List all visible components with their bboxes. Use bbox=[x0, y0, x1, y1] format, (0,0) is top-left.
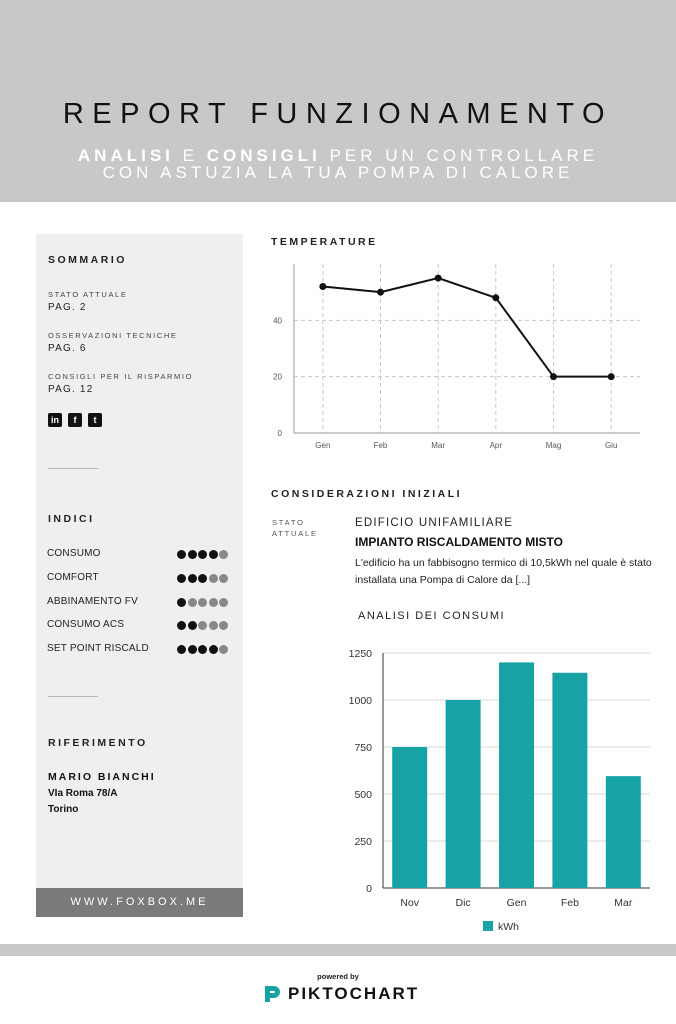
data-point bbox=[492, 294, 499, 301]
rating-dot-filled bbox=[177, 574, 186, 583]
bar bbox=[606, 776, 641, 888]
x-tick-label: Giu bbox=[604, 441, 618, 450]
rating-dot-filled bbox=[209, 550, 218, 559]
considerations-title: CONSIDERAZIONI INIZIALI bbox=[271, 488, 463, 500]
summary-title: SOMMARIO bbox=[48, 254, 127, 266]
bar bbox=[499, 662, 534, 888]
rating-dot-empty bbox=[188, 598, 197, 607]
index-label: CONSUMO ACS bbox=[47, 619, 125, 630]
rating-dot-filled bbox=[188, 621, 197, 630]
y-tick-label: 750 bbox=[354, 742, 372, 754]
x-tick-label: Gen bbox=[506, 897, 527, 909]
data-point bbox=[319, 283, 326, 290]
subtitle-line-1 bbox=[0, 147, 676, 164]
index-label: COMFORT bbox=[47, 572, 99, 583]
summary-value-osservazioni[interactable]: PAG. 6 bbox=[48, 343, 87, 354]
x-tick-label: Feb bbox=[373, 441, 388, 450]
page-subtitle bbox=[0, 147, 676, 181]
x-tick-label: Dic bbox=[455, 897, 471, 909]
considerations-heading: EDIFICIO UNIFAMILIARE bbox=[355, 517, 514, 529]
considerations-label-line-2: ATTUALE bbox=[272, 529, 318, 538]
rating-dots bbox=[177, 550, 228, 559]
rating-dot-empty bbox=[209, 598, 218, 607]
x-tick-label: Feb bbox=[560, 897, 579, 909]
social-links bbox=[48, 413, 102, 427]
header-banner bbox=[0, 0, 676, 202]
temperature-line bbox=[323, 278, 611, 377]
y-tick-label: 500 bbox=[354, 789, 372, 801]
rating-dots bbox=[177, 621, 228, 630]
reference-title: RIFERIMENTO bbox=[48, 737, 148, 749]
rating-dot-empty bbox=[219, 598, 228, 607]
rating-dot-empty bbox=[209, 574, 218, 583]
facebook-icon[interactable]: f bbox=[68, 413, 82, 427]
linkedin-icon[interactable]: in bbox=[48, 413, 62, 427]
rating-dot-filled bbox=[177, 550, 186, 559]
bar bbox=[392, 747, 427, 888]
summary-value-consigli[interactable]: PAG. 12 bbox=[48, 384, 94, 395]
index-row-consumo bbox=[47, 548, 232, 562]
rating-dot-filled bbox=[198, 550, 207, 559]
rating-dot-empty bbox=[219, 645, 228, 654]
rating-dot-filled bbox=[188, 550, 197, 559]
sidebar-divider-1 bbox=[48, 468, 98, 469]
rating-dot-filled bbox=[198, 645, 207, 654]
sidebar-divider-2 bbox=[48, 696, 98, 697]
website-link[interactable]: WWW.FOXBOX.ME bbox=[36, 888, 243, 917]
legend-label: kWh bbox=[498, 921, 519, 933]
summary-label-osservazioni: OSSERVAZIONI TECNICHE bbox=[48, 331, 178, 340]
bar bbox=[552, 673, 587, 888]
y-tick-label: 1000 bbox=[348, 695, 372, 707]
y-tick-label: 1250 bbox=[348, 648, 372, 660]
temperature-chart-title: TEMPERATURE bbox=[271, 236, 378, 248]
x-tick-label: Mar bbox=[614, 897, 633, 909]
index-row-acs bbox=[47, 619, 232, 633]
y-tick-label: 20 bbox=[273, 372, 282, 382]
y-tick-label: 0 bbox=[366, 883, 372, 895]
rating-dots bbox=[177, 574, 228, 583]
powered-by-label: powered by bbox=[317, 972, 359, 981]
piktochart-name: PIKTOCHART bbox=[288, 984, 420, 1003]
page-title: REPORT FUNZIONAMENTO bbox=[62, 98, 614, 130]
considerations-label-line-1: STATO bbox=[272, 518, 305, 527]
data-point bbox=[550, 373, 557, 380]
rating-dots bbox=[177, 645, 228, 654]
summary-label-stato: STATO ATTUALE bbox=[48, 290, 128, 299]
rating-dot-empty bbox=[198, 598, 207, 607]
summary-value-stato[interactable]: PAG. 2 bbox=[48, 302, 87, 313]
rating-dot-empty bbox=[209, 621, 218, 630]
y-tick-label: 0 bbox=[277, 429, 282, 438]
x-tick-label: Mag bbox=[545, 441, 562, 450]
index-row-comfort bbox=[47, 572, 232, 586]
x-tick-label: Nov bbox=[400, 897, 420, 909]
temperature-line-chart bbox=[260, 258, 650, 468]
reference-address: VIa Roma 78/A bbox=[48, 788, 118, 799]
considerations-subheading: IMPIANTO RISCALDAMENTO MISTO bbox=[355, 535, 564, 549]
x-tick-label: Gen bbox=[315, 441, 331, 450]
x-tick-label: Mar bbox=[431, 441, 446, 450]
rating-dot-empty bbox=[219, 574, 228, 583]
subtitle-bold-2: CONSIGLI bbox=[206, 146, 321, 165]
index-label: ABBINAMENTO FV bbox=[47, 596, 138, 607]
reference-name: MARIO BIANCHI bbox=[48, 771, 156, 783]
legend-swatch bbox=[483, 921, 493, 931]
subtitle-bold-1: ANALISI bbox=[77, 146, 174, 165]
rating-dot-empty bbox=[198, 621, 207, 630]
rating-dot-filled bbox=[177, 598, 186, 607]
rating-dot-empty bbox=[219, 550, 228, 559]
rating-dot-filled bbox=[177, 621, 186, 630]
rating-dots bbox=[177, 598, 228, 607]
rating-dot-filled bbox=[177, 645, 186, 654]
index-label: SET POINT RISCALD bbox=[47, 643, 149, 654]
subtitle-line-2: CON ASTUZIA LA TUA POMPA DI CALORE bbox=[102, 163, 574, 182]
y-tick-label: 40 bbox=[273, 316, 282, 326]
subtitle-text-2: PER UN CONTROLLARE bbox=[320, 146, 599, 165]
index-row-abbinamento bbox=[47, 596, 232, 610]
data-point bbox=[377, 289, 384, 296]
rating-dot-filled bbox=[198, 574, 207, 583]
index-label: CONSUMO bbox=[47, 548, 101, 559]
subtitle-text-1: E bbox=[173, 146, 207, 165]
consumption-bar-chart bbox=[340, 640, 660, 940]
data-point bbox=[435, 275, 442, 282]
piktochart-logo[interactable] bbox=[262, 984, 419, 1004]
piktochart-icon bbox=[262, 984, 282, 1004]
twitter-icon[interactable]: t bbox=[88, 413, 102, 427]
rating-dot-filled bbox=[209, 645, 218, 654]
bar bbox=[446, 700, 481, 888]
data-point bbox=[608, 373, 615, 380]
bottom-band bbox=[0, 944, 676, 956]
y-tick-label: 250 bbox=[354, 836, 372, 848]
indices-title: INDICI bbox=[48, 513, 95, 525]
index-row-setpoint bbox=[47, 643, 232, 657]
summary-label-consigli: CONSIGLI PER IL RISPARMIO bbox=[48, 372, 194, 381]
rating-dot-empty bbox=[219, 621, 228, 630]
reference-city: Torino bbox=[48, 804, 79, 815]
consumption-chart-title: ANALISI DEI CONSUMI bbox=[358, 610, 506, 622]
considerations-text: L'edificio ha un fabbisogno termico di 10,5kWh nel quale è stato installata una Pompa di Calore da [...] bbox=[355, 557, 652, 586]
x-tick-label: Apr bbox=[489, 441, 503, 450]
rating-dot-filled bbox=[188, 574, 197, 583]
rating-dot-filled bbox=[188, 645, 197, 654]
